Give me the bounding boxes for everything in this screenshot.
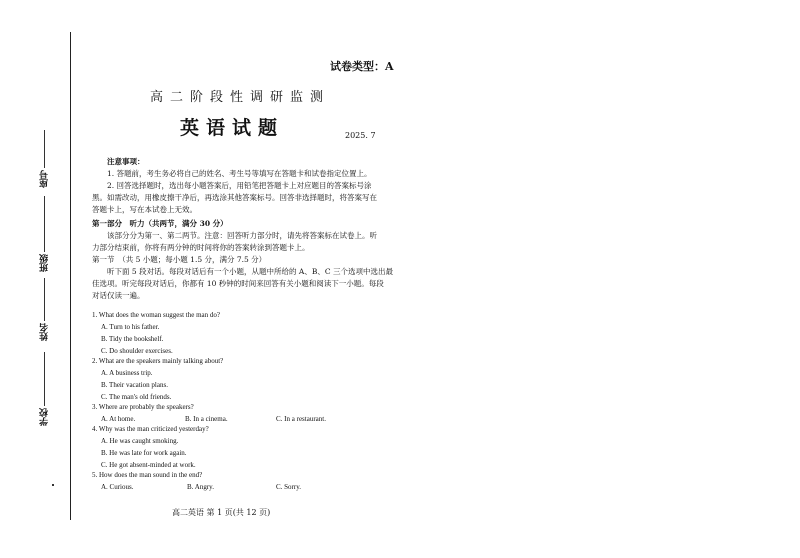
question-3-option-c: C. In a restaurant. xyxy=(276,415,326,423)
question-3-stem: 3. Where are probably the speakers? xyxy=(92,403,194,411)
question-1-option-a: A. Turn to his father. xyxy=(101,323,160,331)
question-2-option-b: B. Their vacation plans. xyxy=(101,381,168,389)
class-label: 班级 xyxy=(40,254,50,272)
question-5-option-c: C. Sorry. xyxy=(276,483,302,491)
seat-blank xyxy=(44,130,45,168)
subject-title: 英语试题 xyxy=(180,117,285,139)
question-1-stem: 1. What does the woman suggest the man do? xyxy=(92,311,220,319)
question-2-option-a: A. A business trip. xyxy=(101,369,153,377)
paper-type: 试卷类型：A xyxy=(330,60,394,73)
notes-item-1: 1. 答题前，考生务必将自己的姓名、考生号等填写在答题卡和试卷指定位置上。 xyxy=(107,169,372,178)
question-3-option-a: A. At home. xyxy=(101,415,136,423)
seat-label: 座号 xyxy=(40,170,50,188)
question-5-option-b: B. Angry. xyxy=(187,483,214,491)
question-5-stem: 5. How does the man sound in the end? xyxy=(92,471,203,479)
name-blank xyxy=(44,278,45,321)
exam-date: 2025. 7 xyxy=(345,131,376,140)
school-blank xyxy=(44,352,45,406)
class-blank xyxy=(44,196,45,252)
part1-heading: 第一部分 听力（共两节，满分 30 分） xyxy=(92,219,228,228)
notes-item-2-cont: 黑。如需改动，用橡皮擦干净后，再选涂其他答案标号。回答非选择题时，将答案写在 xyxy=(92,193,377,202)
question-4-option-b: B. He was late for work again. xyxy=(101,449,187,457)
question-4-option-c: C. He got absent-minded at work. xyxy=(101,461,196,469)
question-1-option-b: B. Tidy the bookshelf. xyxy=(101,335,164,343)
question-4-stem: 4. Why was the man criticized yesterday? xyxy=(92,425,209,433)
part1-intro-1: 该部分分为第一、第二两节。注意：回答听力部分时，请先将答案标在试卷上。听 xyxy=(107,231,377,240)
page-footer: 高二英语 第 1 页(共 12 页) xyxy=(172,508,271,517)
question-4-option-a: A. He was caught smoking. xyxy=(101,437,179,445)
section1-intro-2: 佳选项。听完每段对话后，你都有 10 秒钟的时间来回答有关小题和阅读下一小题。每段 xyxy=(92,279,384,288)
margin-dot xyxy=(52,484,54,486)
question-5-option-a: A. Curious. xyxy=(101,483,134,491)
section1-intro-1: 听下面 5 段对话。每段对话后有一个小题，从题中所给的 A、B、C 三个选项中选出最 xyxy=(107,267,393,276)
question-2-stem: 2. What are the speakers mainly talking about? xyxy=(92,357,224,365)
section1-intro-3: 对话仅读一遍。 xyxy=(92,291,145,300)
name-label: 姓名 xyxy=(40,323,50,341)
notes-item-2-end: 答题卡上，写在本试卷上无效。 xyxy=(92,205,197,214)
notes-item-2: 2. 回答选择题时，选出每小题答案后，用铅笔把答题卡上对应题目的答案标号涂 xyxy=(107,181,372,190)
school-label: 学校 xyxy=(40,408,50,426)
part1-intro-2: 力部分结束前，你将有两分钟的时间将你的答案转涂到答题卡上。 xyxy=(92,243,310,252)
binding-divider-line xyxy=(70,32,71,520)
section1-heading: 第一节 （共 5 小题；每小题 1.5 分，满分 7.5 分） xyxy=(92,255,267,264)
question-3-option-b: B. In a cinema. xyxy=(185,415,228,423)
question-1-option-c: C. Do shoulder exercises. xyxy=(101,347,173,355)
school-title: 高二阶段性调研监测 xyxy=(150,90,331,105)
question-2-option-c: C. The man's old friends. xyxy=(101,393,172,401)
notes-heading: 注意事项： xyxy=(107,157,145,166)
